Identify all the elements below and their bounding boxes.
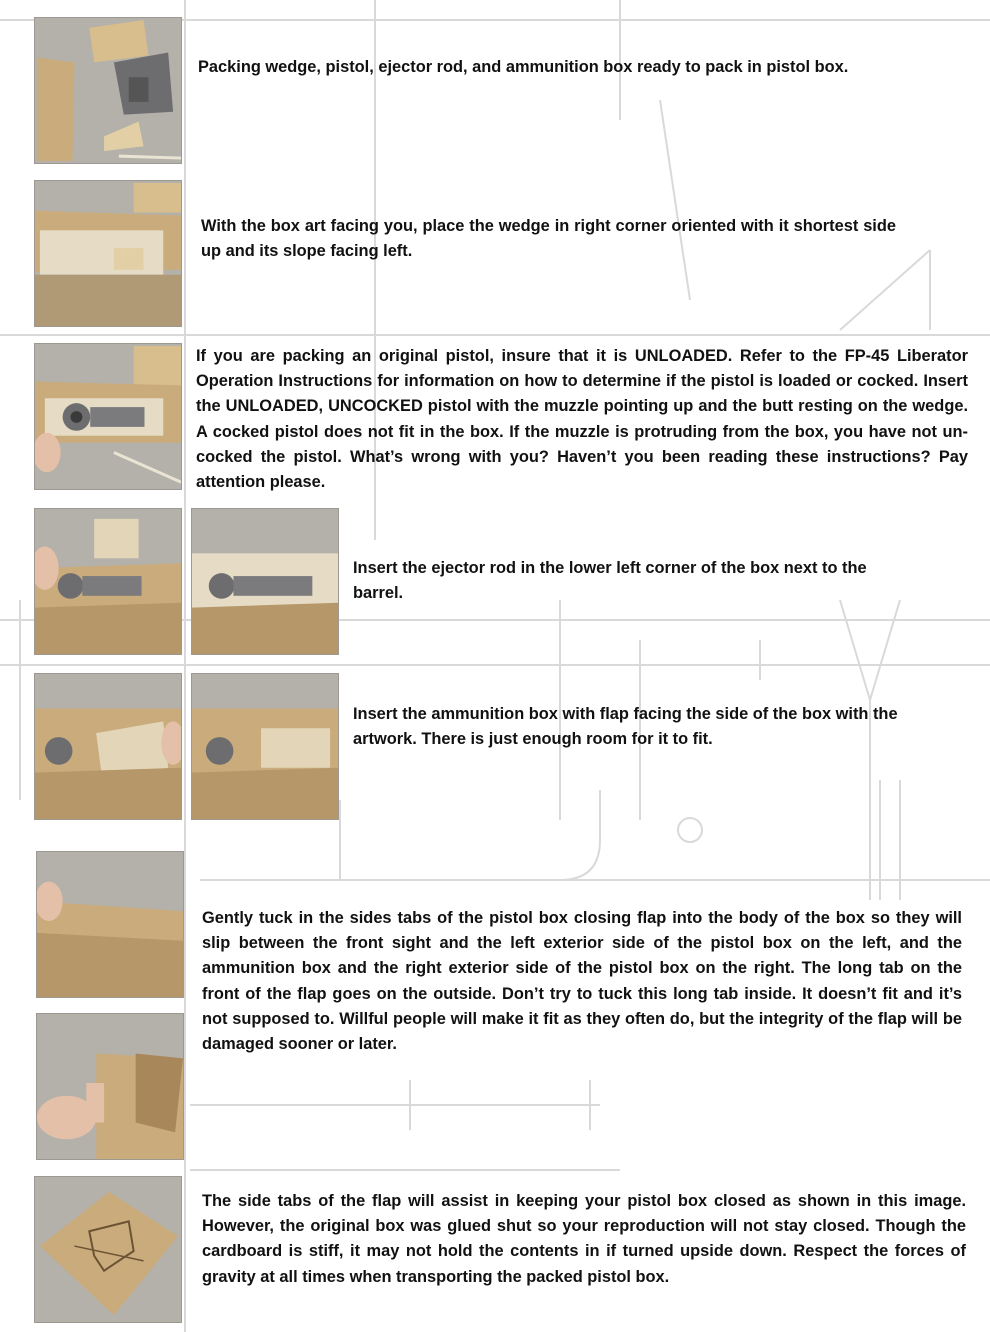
wedge-in-box-image: [35, 181, 181, 326]
tucking-tabs-image: [37, 1014, 183, 1159]
step-5-photo-1: [34, 673, 182, 820]
step-6-text: Gently tuck in the sides tabs of the pistol box closing flap into the body of the box so they will slip between the front sight and the left exterior side of the pistol box on the left, and the ammunition box and the right exterior side of the pistol box on the right. The long tab on the front of the flap goes on the outside. Don’t try to tuck this long tab inside. It doesn’t fit and it’s not supposed to. Willful people will make it fit as they often do, but the integrity of the flap will be damaged sooner or later.: [202, 909, 962, 1054]
step-1-text: Packing wedge, pistol, ejector rod, and ammunition box ready to pack in pistol box.: [198, 58, 849, 76]
step-3-text: If you are packing an original pistol, insure that it is UNLOADED. Refer to the FP-45 Liberator Operation Instructions for information on how to determine if the pistol is loaded or cocked. Insert the UNLOADED, UNCOCKED pistol with the muzzle pointing up and the butt resting on the wedge. A cocked pistol does not fit in the box. If the muzzle is protruding from the box, you have not un-cocked the pistol. What’s wrong with you? Haven’t you been reading these instructions? Pay attention please.: [196, 347, 968, 492]
step-5-photo-2: [191, 673, 339, 820]
inserting-ejector-rod-image: [35, 509, 181, 654]
inserting-ammunition-box-image: [35, 674, 181, 819]
ejector-rod-in-place-image: [192, 509, 338, 654]
step-6-photo-2: [36, 1013, 184, 1160]
folding-flap-image: [37, 852, 183, 997]
step-5-text: Insert the ammunition box with flap facing the side of the box with the artwork. There is just enough room for it to fit.: [353, 705, 898, 749]
pistol-parts-image: [35, 18, 181, 163]
step-4-photo-2: [191, 508, 339, 655]
step-7-text: The side tabs of the flap will assist in keeping your pistol box closed as shown in this image. However, the original box was glued shut so your reproduction will not stay closed. Though the cardboard is stiff, it may not hold the contents in if turned upside down. Respect the forces of gravity at all times when transporting the packed pistol box.: [202, 1192, 966, 1286]
step-2-photo: [34, 180, 182, 327]
closed-pistol-box-image: [35, 1177, 181, 1322]
step-4-photo-1: [34, 508, 182, 655]
pistol-inserted-image: [35, 344, 181, 489]
step-7-photo: [34, 1176, 182, 1323]
step-6-photo-1: [36, 851, 184, 998]
step-3-photo: [34, 343, 182, 490]
step-4-text: Insert the ejector rod in the lower left corner of the box next to the barrel.: [353, 559, 867, 603]
step-1-photo: [34, 17, 182, 164]
ammunition-box-in-place-image: [192, 674, 338, 819]
step-2-text: With the box art facing you, place the wedge in right corner oriented with it shortest side up and its slope facing left.: [201, 217, 896, 261]
